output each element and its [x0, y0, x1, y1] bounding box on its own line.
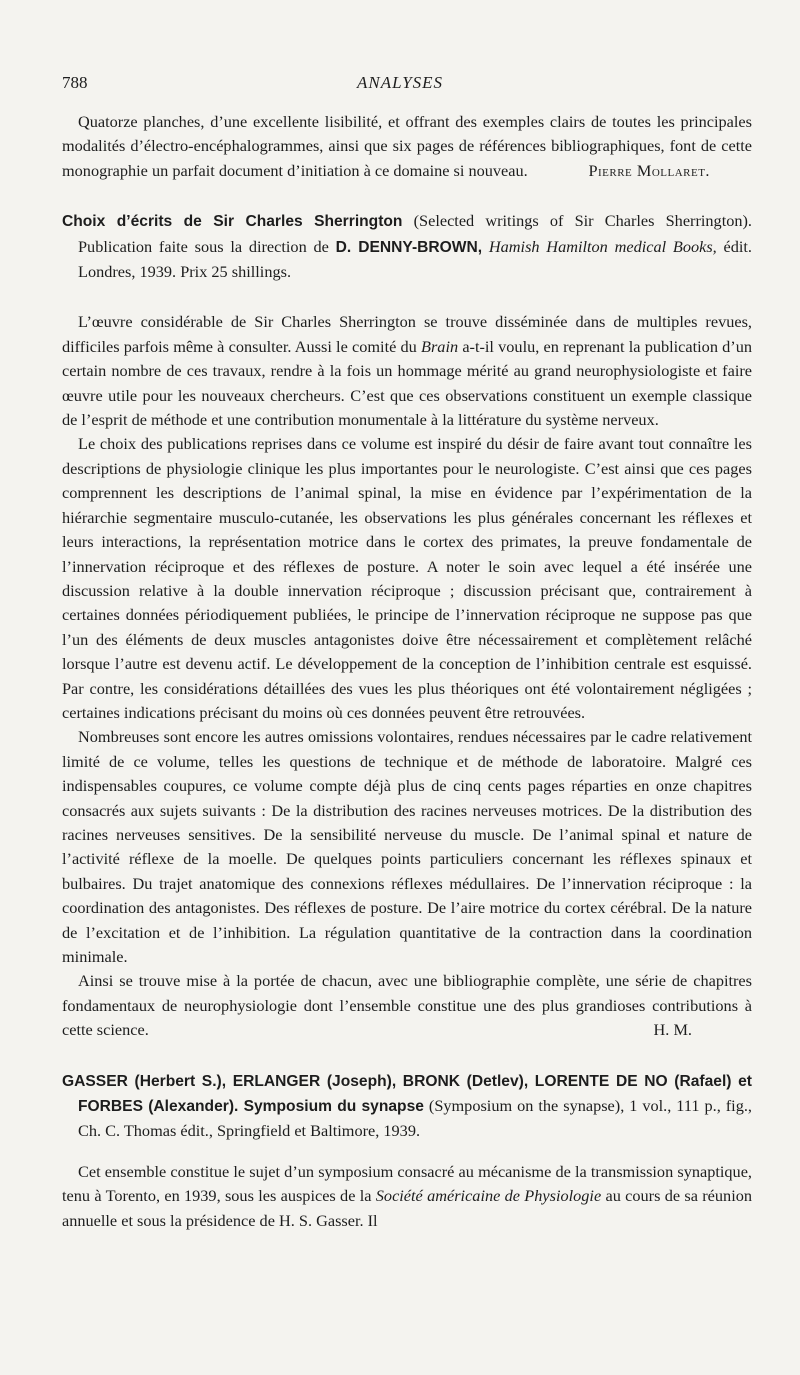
review-3-p1-text-a: Cet ensemble constitue le sujet d’un symposium consacré au mécanisme de la transmission synaptique, tenu à Torento, en 1939, sous les auspices de la — [62, 1161, 752, 1206]
review-2-p1-text-a: L’œuvre considérable de Sir Charles Sherrington se trouve disséminée dans de multiples revues, difficiles parfois même à consulter. Aussi le comité du — [62, 312, 752, 356]
review-2-ref-text: (Selected writings of Sir Charles Sherrington). Publication faite sous la direction de — [78, 211, 752, 256]
review-2-paragraph-4 — [62, 969, 752, 1042]
review-2-paragraph-1 — [62, 310, 752, 432]
society-name: Société américaine de Physiologie — [375, 1186, 602, 1206]
review-2-ref-details: édit. Londres, 1939. Prix 25 shillings. — [78, 236, 752, 282]
review-2-reference — [62, 209, 752, 284]
page-number: 788 — [62, 73, 88, 92]
review-3-ref-details: (Symposium on the synapse), 1 vol., 111 p., fig., Ch. C. Thomas édit., Springfield et Baltimore, 1939. — [78, 1096, 752, 1141]
page-header — [62, 73, 738, 97]
review-2-paragraph-2: Le choix des publications reprises dans ce volume est inspiré du désir de faire avant tout connaître les descriptions de physiologie clinique les plus importantes pour le neurologiste. C’est ainsi que ces pages comprennent les descriptions de l’animal spinal, la mise en évidence par l’expérimentation de la hiérarchie segmentaire musculo-cutanée, les observations les plus générales concernant les réflexes et leurs interactions, la représentation motrice dans le cortex des primates, la preuve fondamentale de l’innervation réciproque et des réflexes de posture. A noter le soin avec lequel a été insérée une discussion relative à la double innervation réciproque ; discussion précisant que, contrairement à certaines données périodiquement publiées, le principe de l’innervation réciproque ne suppose pas que l’un des éléments de deux muscles antagonistes doive être nécessairement et complètement relâché lorsque l’autre est devenu actif. Le développement de la conception de l’inhibition centrale est esquissé. Par contre, les considérations détaillées des vues les plus théoriques ont été volontairement négligées ; certaines indications précisant du moins où ces données peuvent être retrouvées. — [62, 434, 752, 722]
review-1-signature: Pierre Mollaret. — [588, 160, 710, 180]
review-2-editor: D. DENNY-BROWN, — [335, 238, 483, 256]
review-1-paragraph — [62, 110, 752, 183]
review-2-p4-text: Ainsi se trouve mise à la portée de chacun, avec une bibliographie complète, une série de chapitres fondamentaux de neurophysiologie dont l’ensemble constitue une des plus grandioses contributions à cette science. — [62, 971, 752, 1040]
review-2-publisher: Hamish Hamilton medical Books, — [488, 236, 717, 256]
review-3-authors-title: GASSER (Herbert S.), ERLANGER (Joseph), BRONK (Detlev), LORENTE DE NO (Rafael) et FORBES (Alexander). Symposium du synapse — [62, 1072, 752, 1116]
review-2-paragraph-3: Nombreuses sont encore les autres omissions volontaires, rendues nécessaires par le cadre relativement limité de ce volume, telles les questions de technique et de méthode de laboratoire. Malgré ces indispensables coupures, ce volume compte déjà plus de cinq cents pages réparties en onze chapitres consacrés aux sujets suivants : De la distribution des racines nerveuses motrices. De la distribution des racines nerveuses sensitives. De la sensibilité nerveuse du muscle. De l’animal spinal et nature de l’activité réflexe de la moelle. De quelques points particuliers concernant les réflexes spinaux et bulbaires. Du trajet anatomique des connexions réflexes médullaires. De l’innervation réciproque : la coordination des antagonistes. Des réflexes de posture. De l’aire motrice du cortex cérébral. De la nature de l’excitation et de l’inhibition. La régulation quantitative de la contraction dans la coordination minimale. — [62, 727, 752, 966]
review-2-p1-text-b: a-t-il voulu, en reprenant la publication d’un certain nombre de ces travaux, rendre à la fois un hommage mérité au grand neurophysiologiste et faire œuvre utile pour les nouveaux chercheurs. C’est que ces observations constituent un exemple classique de l’esprit de méthode et une contribution monumentale à la littérature du système nerveux. — [62, 336, 753, 430]
review-2-signature: H. M. — [653, 1020, 692, 1040]
page-body — [62, 110, 752, 1233]
review-3-paragraph-1 — [62, 1160, 752, 1233]
review-2-book-title: Choix d’écrits de Sir Charles Sherrington — [62, 213, 403, 231]
review-1-text: Quatorze planches, d’une excellente lisibilité, et offrant des exemples clairs de toutes les principales modalités d’électro-encéphalogrammes, ainsi que six pages de références bibliographiques, font de cette monographie un parfait document d’initiation à ce domaine si nouveau. — [62, 112, 752, 180]
review-3-p1-text-b: au cours de sa réunion annuelle et sous la présidence de H. S. Gasser. Il — [62, 1186, 752, 1230]
running-title: ANALYSES — [356, 73, 444, 92]
journal-name: Brain — [421, 336, 459, 356]
review-3-reference — [62, 1069, 752, 1144]
review-2-ref-space — [482, 237, 489, 256]
